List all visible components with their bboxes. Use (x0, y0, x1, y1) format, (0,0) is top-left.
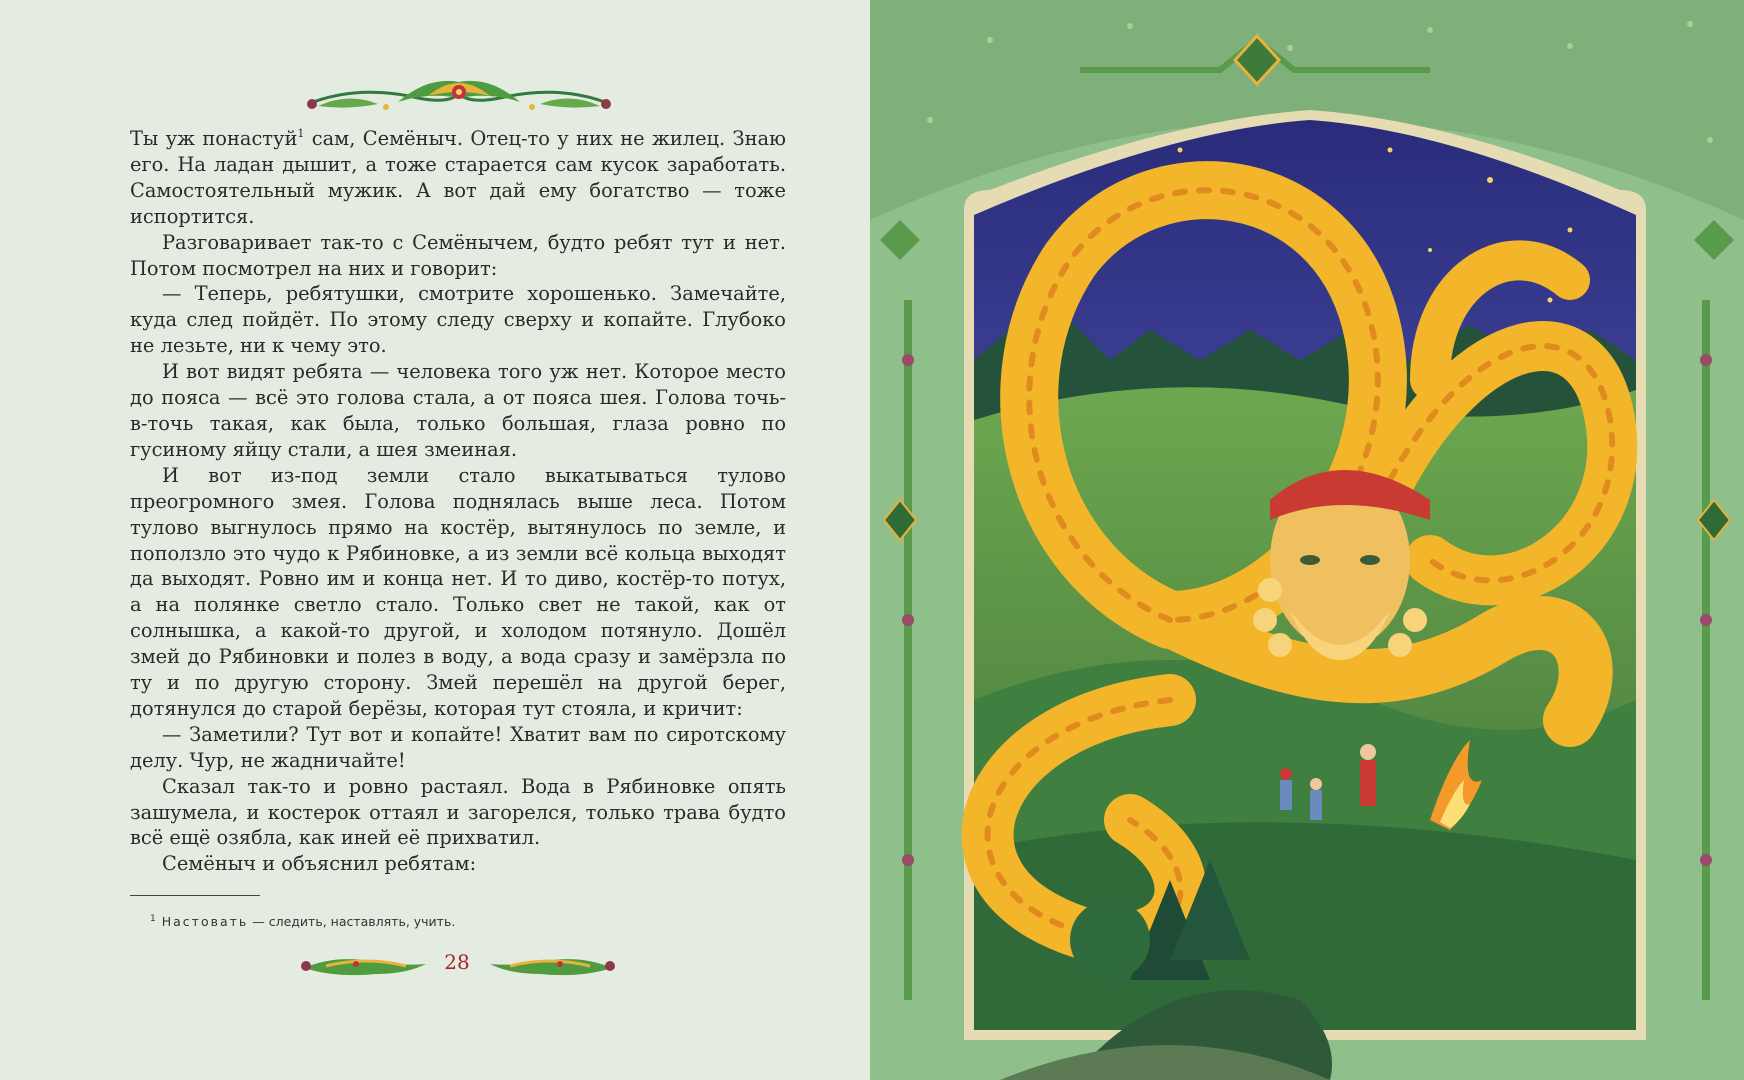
paragraph: И вот видят ребята — человека того уж нет. Которое место до пояса — всё это голова стала, а от пояса шея. Голова точь-в-точь такая, как была, только большая, глаза ровно по гусиному яйцу стали, а шея змеиная. (130, 360, 786, 461)
footnote-mark: 1 (297, 127, 305, 140)
footnote-definition: — следить, наставлять, учить. (248, 914, 456, 929)
illustration (870, 0, 1744, 1080)
serpent-illustration (870, 0, 1744, 1080)
paragraph: Разговаривает так-то с Семёнычем, будто ребят тут и нет. Потом посмотрел на них и говорит: (130, 230, 786, 280)
paragraph: — Теперь, ребятушки, смотрите хорошенько. Замечайте, куда след пойдёт. По этому следу сверху и копайте. Глубоко не лезьте, ни к чему это. (130, 282, 786, 358)
footnote-divider (130, 895, 260, 896)
paragraph: Сказал так-то и ровно растаял. Вода в Рябиновке опять зашумела, и костерок оттаял и загорелся, только трава будто всё ещё озябла, как иней её прихватил. (130, 774, 786, 850)
paragraph: И вот из-под земли стало выкатываться тулово преогромного змея. Голова поднялась выше леса. Потом тулово выгнулось прямо на костёр, вытянулось по земле, и поползло это чудо к Рябиновке, а из земли всё кольца выходят да выходят. Ровно им и конца нет. И то диво, костёр-то потух, а на полянке светло стало. Только свет не такой, как от солнышка, а какой-то другой, и холодом потянуло. Дошёл змей до Рябиновки и полез в воду, а вода сразу и замёрзла по ту и по другую сторону. Змей перешёл на другой берег, дотянулся до старой берёзы, которая тут стояла, и кричит: (130, 463, 786, 720)
paragraph: Семёныч и объяснил ребятам: (162, 852, 477, 876)
paragraph: — Заметили? Тут вот и копайте! Хватит вам по сиротскому делу. Чур, не жадничайте! (130, 722, 786, 772)
text-page (0, 0, 870, 1080)
paragraph-start: Ты уж понастуй (130, 127, 298, 150)
footnote-term: Настовать (161, 914, 249, 929)
page-number: 28 (444, 950, 470, 974)
footnote-number: 1 (150, 914, 156, 924)
top-ornament-icon (298, 74, 620, 122)
story-text (130, 126, 786, 877)
paragraph (130, 126, 786, 230)
footnote (150, 914, 750, 929)
paragraph-rest: сам, Семёныч. Отец-то у них не жилец. Знаю его. На ладан дышит, а тоже старается сам кусок заработать. Самостоятельный мужик. А вот дай ему богатство — тоже испортится. (130, 127, 786, 228)
